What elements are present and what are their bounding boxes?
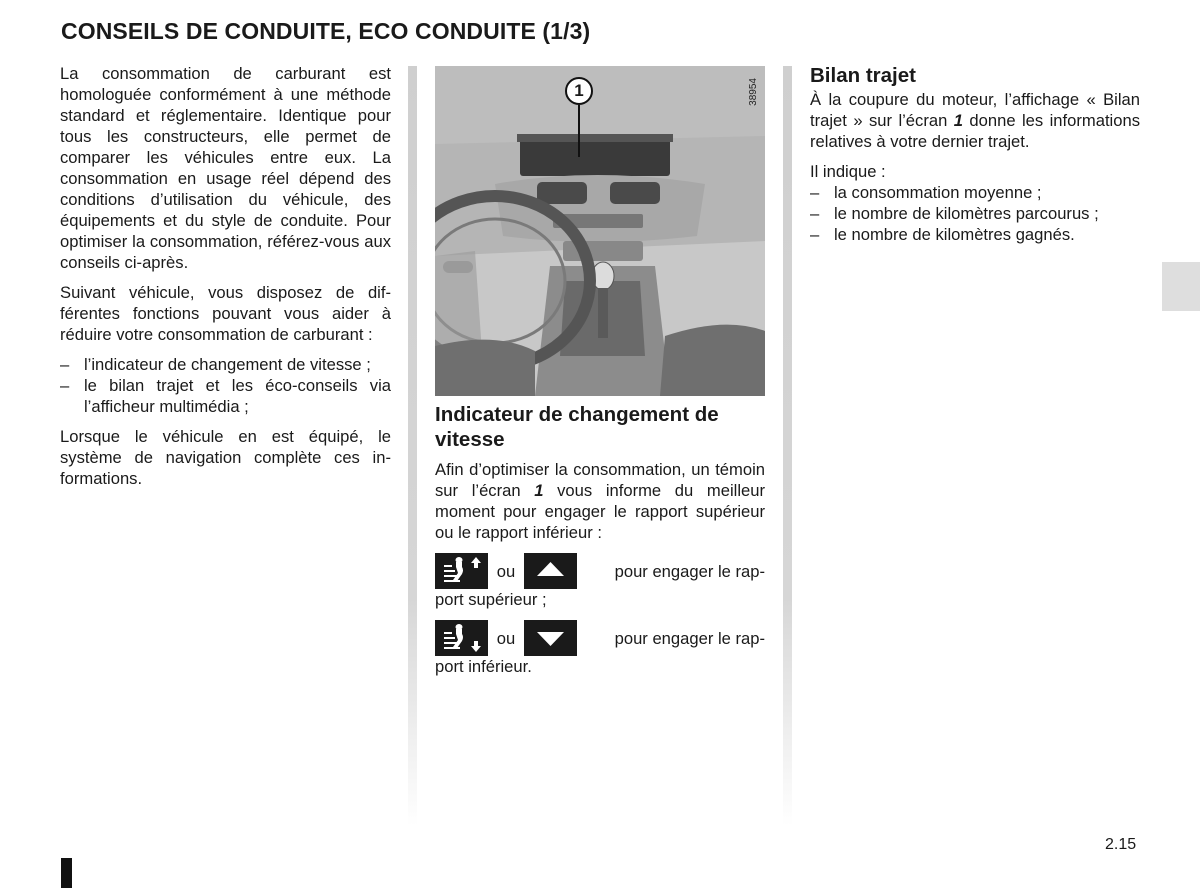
middle-column — [435, 63, 765, 686]
right-column — [810, 63, 1140, 254]
trip-summary-heading: Bilan trajet — [810, 64, 916, 87]
gear-indicator-heading: Indicateur de changement de vitesse — [435, 403, 719, 451]
shift-down-description-cont: port inférieur. — [435, 657, 532, 676]
gear-indicator-paragraph: Afin d’optimiser la consommation, un témoin sur l’écran 1 vous informe du meilleur moment pour engager le rapport supérieur ou le rapport inférieur : — [435, 460, 765, 542]
functions-list — [60, 354, 391, 417]
indicates-label: Il indique : — [810, 162, 886, 181]
section-tab-marker — [1162, 262, 1200, 311]
dash-bullet: – — [810, 204, 820, 223]
page-number: 2.15 — [1105, 836, 1137, 853]
functions-paragraph: Suivant véhicule, vous disposez de différentes fonctions pouvant vous aider à réduire votre consommation de carburant : — [60, 283, 391, 344]
corner-crop-mark — [61, 858, 72, 888]
dash-bullet: – — [60, 355, 70, 374]
shift-down-row — [435, 620, 765, 656]
arrow-down-icon — [524, 620, 577, 656]
or-word: ou — [496, 562, 516, 581]
left-column — [60, 63, 391, 498]
arrow-up-icon — [524, 553, 577, 589]
intro-paragraph: La consommation de carburant est homologuée conformément à une méthode standard et réglementaire. Identique pour tous les constructeurs, elle permet de comparer les véhicules entre eux. La consommation en usage réel dépend des conditions d’utilisation du véhicule, des équipements et du style de conduite. Pour optimiser la consommation, référez-vous aux conseils ci-après. — [60, 64, 391, 272]
column-separator — [408, 66, 417, 826]
shift-up-row — [435, 553, 765, 589]
screen-reference: 1 — [953, 111, 963, 130]
callout-marker: 1 — [565, 77, 593, 105]
dash-bullet: – — [60, 376, 70, 395]
trip-summary-list — [810, 182, 1140, 245]
column-separator — [783, 66, 792, 826]
trip-summary-paragraph: À la coupure du moteur, l’affichage « Bilan trajet » sur l’écran 1 donne les informations relatives à votre dernier trajet. — [810, 90, 1140, 151]
shift-down-description: pour engager le rap- — [614, 629, 765, 648]
screen-reference: 1 — [534, 481, 544, 500]
dash-bullet: – — [810, 225, 820, 244]
gear-shift-down-icon — [435, 620, 488, 656]
image-reference-code: 38954 — [748, 78, 759, 106]
shift-up-description-cont: port supérieur ; — [435, 590, 547, 609]
list-item: – la consommation moyenne ; — [810, 183, 1042, 202]
or-word: ou — [496, 629, 516, 648]
list-item: – l’indicateur de changement de vitesse ; — [60, 355, 371, 374]
gear-shift-up-icon — [435, 553, 488, 589]
dash-bullet: – — [810, 183, 820, 202]
navigation-paragraph: Lorsque le véhicule en est équipé, le système de navigation complète ces informations. — [60, 427, 391, 488]
list-item: – le bilan trajet et les éco-conseils via l’afficheur multimédia ; — [60, 376, 391, 416]
list-item: – le nombre de kilomètres gagnés. — [810, 225, 1075, 244]
list-item: – le nombre de kilomètres parcourus ; — [810, 204, 1099, 223]
shift-up-description: pour engager le rap- — [614, 562, 765, 581]
page-title: CONSEILS DE CONDUITE, ECO CONDUITE (1/3) — [61, 18, 591, 44]
